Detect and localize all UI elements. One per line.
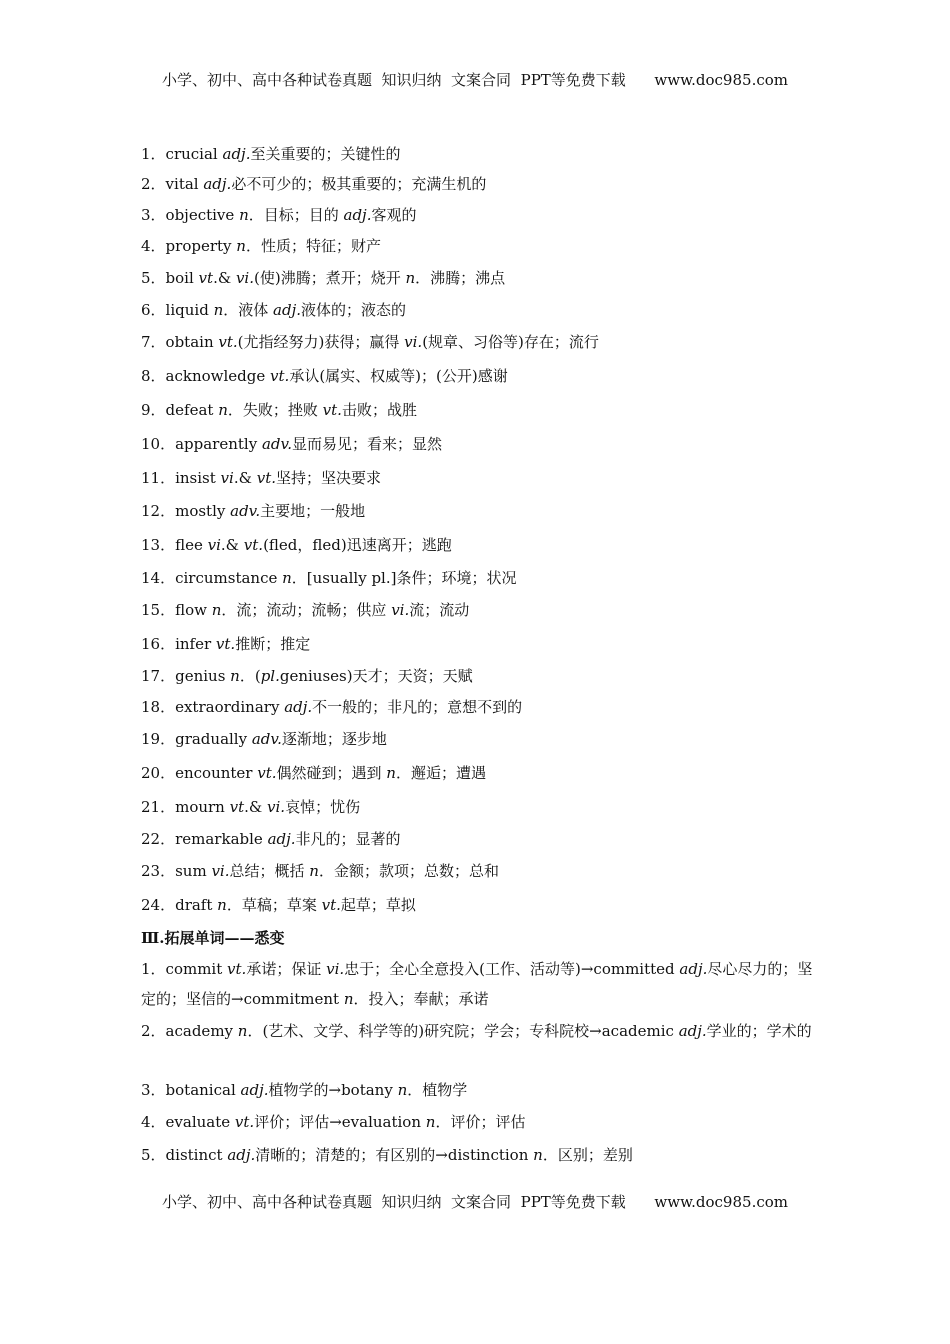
part-of-speech: vt (229, 798, 245, 816)
entry-text: ．目标；目的 (248, 206, 344, 224)
entry-number: 20． (141, 764, 176, 782)
part-of-speech: vt. (257, 764, 277, 782)
entry-text: objective (165, 206, 240, 224)
part-of-speech: vi. (235, 269, 254, 287)
entry-text: crucial (165, 145, 223, 163)
entry-text: 学业的；学术的 (706, 1022, 812, 1040)
entry-text: ．邂逅；遭遇 (395, 764, 486, 782)
entry-text: 液体的；液态的 (301, 301, 407, 319)
entry-text: 推断；推定 (235, 635, 311, 653)
entry-number: 8． (141, 367, 166, 385)
part-of-speech: n (217, 896, 227, 914)
part-of-speech: n (533, 1146, 543, 1164)
entry-number: 4． (141, 237, 166, 255)
vocab-entry (141, 400, 821, 420)
entry-text: ．投入；奉献；承诺 (353, 990, 489, 1008)
vocab-entry (141, 501, 821, 521)
entry-text: ．区别；差别 (542, 1146, 633, 1164)
vocab-entry (141, 268, 821, 288)
part-of-speech: vt. (218, 333, 238, 351)
vocab-entry (141, 600, 821, 620)
entry-text: 击败；战胜 (341, 401, 417, 419)
vocab-entry (141, 1112, 821, 1132)
vocab-entry (141, 729, 821, 749)
vocab-entry (141, 666, 821, 686)
entry-text: mostly (175, 502, 231, 520)
part-of-speech: vt. (270, 367, 290, 385)
entry-text: 清晰的；清楚的；有区别的→distinction (255, 1146, 534, 1164)
entry-text: geniuses)天才；天资；天赋 (279, 667, 473, 685)
entry-text: ．植物学 (407, 1081, 468, 1099)
entry-number: 5． (141, 1146, 166, 1164)
entry-number: 2． (141, 1022, 166, 1040)
part-of-speech: adv. (251, 730, 282, 748)
entry-text: liquid (165, 301, 214, 319)
vocab-entry (141, 697, 821, 717)
entry-text: extraordinary (175, 698, 285, 716)
part-of-speech: vi. (267, 798, 286, 816)
entry-text: vital (165, 175, 204, 193)
part-of-speech: vt. (234, 1113, 255, 1131)
entry-number: 7． (141, 333, 166, 351)
entry-text: obtain (165, 333, 219, 351)
entry-text: circumstance (175, 569, 283, 587)
entry-text: 至关重要的；关键性的 (250, 145, 401, 163)
part-of-speech: vt. (243, 536, 264, 554)
part-of-speech: n (425, 1113, 436, 1131)
vocab-entry (141, 829, 821, 849)
entry-text: 偶然碰到；遇到 (276, 764, 387, 782)
entry-text: ．(艺术、文学、科学等的)研究院；学会；专科院校→academic (247, 1022, 679, 1040)
vocab-entry (141, 332, 821, 352)
entry-text: 尽心尽力的；坚定的；坚信的→commitment (141, 960, 813, 1008)
part-of-speech: pl. (260, 667, 280, 685)
part-of-speech: n (386, 764, 396, 782)
entry-text: 不一般的；非凡的；意想不到的 (312, 698, 523, 716)
entry-text: property (165, 237, 237, 255)
entry-text: genius (175, 667, 231, 685)
part-of-speech: adj. (679, 960, 708, 978)
entry-text: distinct (165, 1146, 228, 1164)
entry-number: 24． (141, 896, 176, 914)
vocab-entry (141, 366, 821, 386)
part-of-speech: adj. (227, 1146, 256, 1164)
part-of-speech: vi (207, 536, 221, 554)
vocab-entry (141, 535, 821, 555)
part-of-speech: vt. (215, 635, 236, 653)
section-title: Ⅲ.拓展单词——悉变 (141, 929, 285, 947)
part-of-speech: n (397, 1081, 408, 1099)
entry-text: 必不可少的；极其重要的；充满生机的 (231, 175, 487, 193)
part-of-speech: vi. (404, 333, 423, 351)
vocab-entry (141, 468, 821, 488)
entry-text: academy (165, 1022, 238, 1040)
entry-number: 9． (141, 401, 166, 419)
entry-text: flow (175, 601, 212, 619)
vocab-entry (141, 174, 821, 194)
entry-text: infer (175, 635, 216, 653)
entry-text: .& (220, 536, 244, 554)
entry-text: encounter (175, 764, 258, 782)
vocab-entry (141, 236, 821, 256)
part-of-speech: adv. (261, 435, 292, 453)
part-of-speech: vt (198, 269, 214, 287)
entry-text: 坚持；坚决要求 (276, 469, 382, 487)
entry-text: 客观的 (371, 206, 417, 224)
part-of-speech: n (405, 269, 416, 287)
entry-number: 17． (141, 667, 176, 685)
part-of-speech: n (343, 990, 354, 1008)
entry-text: 起草；草拟 (340, 896, 416, 914)
entry-text: 哀悼；忧伤 (285, 798, 361, 816)
entry-text: 流；流动 (409, 601, 470, 619)
entry-number: 16． (141, 635, 176, 653)
entry-number: 3． (141, 1081, 166, 1099)
entry-text: 逐渐地；逐步地 (281, 730, 387, 748)
vocab-entry (141, 763, 821, 783)
entry-number: 2． (141, 175, 166, 193)
entry-text: 评价；评估→evaluation (254, 1113, 426, 1131)
vocab-entry (141, 568, 821, 588)
part-of-speech: adj. (273, 301, 301, 319)
entry-text: remarkable (175, 830, 268, 848)
entry-text: ．性质；特征；财产 (245, 237, 381, 255)
entry-text: 植物学的→botany (268, 1081, 398, 1099)
entry-text: boil (165, 269, 199, 287)
part-of-speech: n (213, 301, 224, 319)
entry-number: 6． (141, 301, 166, 319)
entry-text: defeat (165, 401, 219, 419)
part-of-speech: adj. (203, 175, 232, 193)
vocab-entry (141, 1145, 821, 1165)
entry-text: flee (175, 536, 208, 554)
entry-text: sum (175, 862, 212, 880)
part-of-speech: vt. (322, 401, 342, 419)
entry-number: 11． (141, 469, 176, 487)
part-of-speech: n (237, 1022, 248, 1040)
part-of-speech: adj. (222, 145, 251, 163)
part-of-speech: adj. (343, 206, 372, 224)
part-of-speech: n (239, 206, 249, 224)
vocab-entry (141, 144, 821, 164)
entry-text: ．失败；挫败 (227, 401, 323, 419)
entry-text: ．金额；款项；总数；总和 (318, 862, 499, 880)
entry-number: 21． (141, 798, 176, 816)
part-of-speech: vi. (326, 960, 345, 978)
entry-text: 总结；概括 (229, 862, 310, 880)
part-of-speech: adv. (230, 502, 261, 520)
entry-number: 4． (141, 1113, 166, 1131)
entry-text: 承诺；保证 (246, 960, 327, 978)
part-of-speech: n (236, 237, 246, 255)
entry-text: ．评价；评估 (435, 1113, 526, 1131)
entry-text: ．[usually pl.]条件；环境；状况 (291, 569, 517, 587)
entry-number: 13． (141, 536, 176, 554)
entry-text: botanical (165, 1081, 241, 1099)
entry-text: 忠于；全心全意投入(工作、活动等)→committed (344, 960, 680, 978)
part-of-speech: adj. (284, 698, 313, 716)
entry-text: insist (175, 469, 221, 487)
vocab-entry (141, 895, 821, 915)
entry-text: acknowledge (165, 367, 271, 385)
part-of-speech: n (211, 601, 222, 619)
entry-text: 承认(属实、权威等)；(公开)感谢 (289, 367, 508, 385)
part-of-speech: n (309, 862, 319, 880)
entry-text: ．沸腾；沸点 (415, 269, 506, 287)
entry-number: 15． (141, 601, 176, 619)
entry-text: (使)沸腾；煮开；烧开 (254, 269, 406, 287)
entry-text: ．草稿；草案 (226, 896, 322, 914)
vocab-entry (141, 797, 821, 817)
entry-text: commit (165, 960, 228, 978)
entry-text: ．液体 (223, 301, 274, 319)
part-of-speech: vi. (391, 601, 410, 619)
entry-number: 10． (141, 435, 176, 453)
entry-text: apparently (175, 435, 262, 453)
entry-text: (尤指经努力)获得；赢得 (237, 333, 405, 351)
vocab-entry (141, 634, 821, 654)
entry-text: ．流；流动；流畅；供应 (221, 601, 392, 619)
part-of-speech: vi (220, 469, 234, 487)
part-of-speech: vt. (227, 960, 247, 978)
page-footer: 小学、初中、高中各种试卷真题 知识归纳 文案合同 PPT等免费下载 www.doc985.com (161, 1193, 788, 1211)
entry-text: draft (175, 896, 218, 914)
entry-text: mourn (175, 798, 230, 816)
part-of-speech: vt. (321, 896, 341, 914)
entry-text: evaluate (165, 1113, 235, 1131)
entry-text: .& (233, 469, 257, 487)
vocab-entry (141, 434, 821, 454)
entry-number: 22． (141, 830, 176, 848)
vocab-entry (141, 954, 821, 1014)
vocab-entry (141, 1080, 821, 1100)
entry-number: 1． (141, 145, 166, 163)
entry-text: 非凡的；显著的 (295, 830, 401, 848)
entry-text: 主要地；一般地 (260, 502, 366, 520)
vocab-entry (141, 205, 821, 225)
vocab-entry (141, 300, 821, 320)
entry-number: 3． (141, 206, 166, 224)
entry-number: 14． (141, 569, 176, 587)
entry-number: 18． (141, 698, 176, 716)
page-header: 小学、初中、高中各种试卷真题 知识归纳 文案合同 PPT等免费下载 www.doc985.com (161, 71, 788, 89)
entry-text: (规章、习俗等)存在；流行 (422, 333, 599, 351)
entry-number: 19． (141, 730, 176, 748)
entry-text: .& (244, 798, 268, 816)
part-of-speech: vt. (256, 469, 276, 487)
entry-text: gradually (175, 730, 252, 748)
part-of-speech: n (230, 667, 240, 685)
part-of-speech: adj. (240, 1081, 269, 1099)
part-of-speech: vi. (211, 862, 230, 880)
part-of-speech: adj. (678, 1022, 707, 1040)
entry-text: ．( (239, 667, 261, 685)
part-of-speech: n (282, 569, 292, 587)
entry-number: 5． (141, 269, 166, 287)
entry-number: 1． (141, 960, 166, 978)
vocab-entry (141, 861, 821, 881)
part-of-speech: adj. (267, 830, 296, 848)
vocab-entry (141, 1016, 821, 1046)
entry-text: 显而易见；看来；显然 (291, 435, 442, 453)
entry-text: .& (213, 269, 236, 287)
entry-number: 23． (141, 862, 176, 880)
entry-number: 12． (141, 502, 176, 520)
entry-text: (fled，fled)迅速离开；逃跑 (263, 536, 452, 554)
part-of-speech: n (218, 401, 228, 419)
